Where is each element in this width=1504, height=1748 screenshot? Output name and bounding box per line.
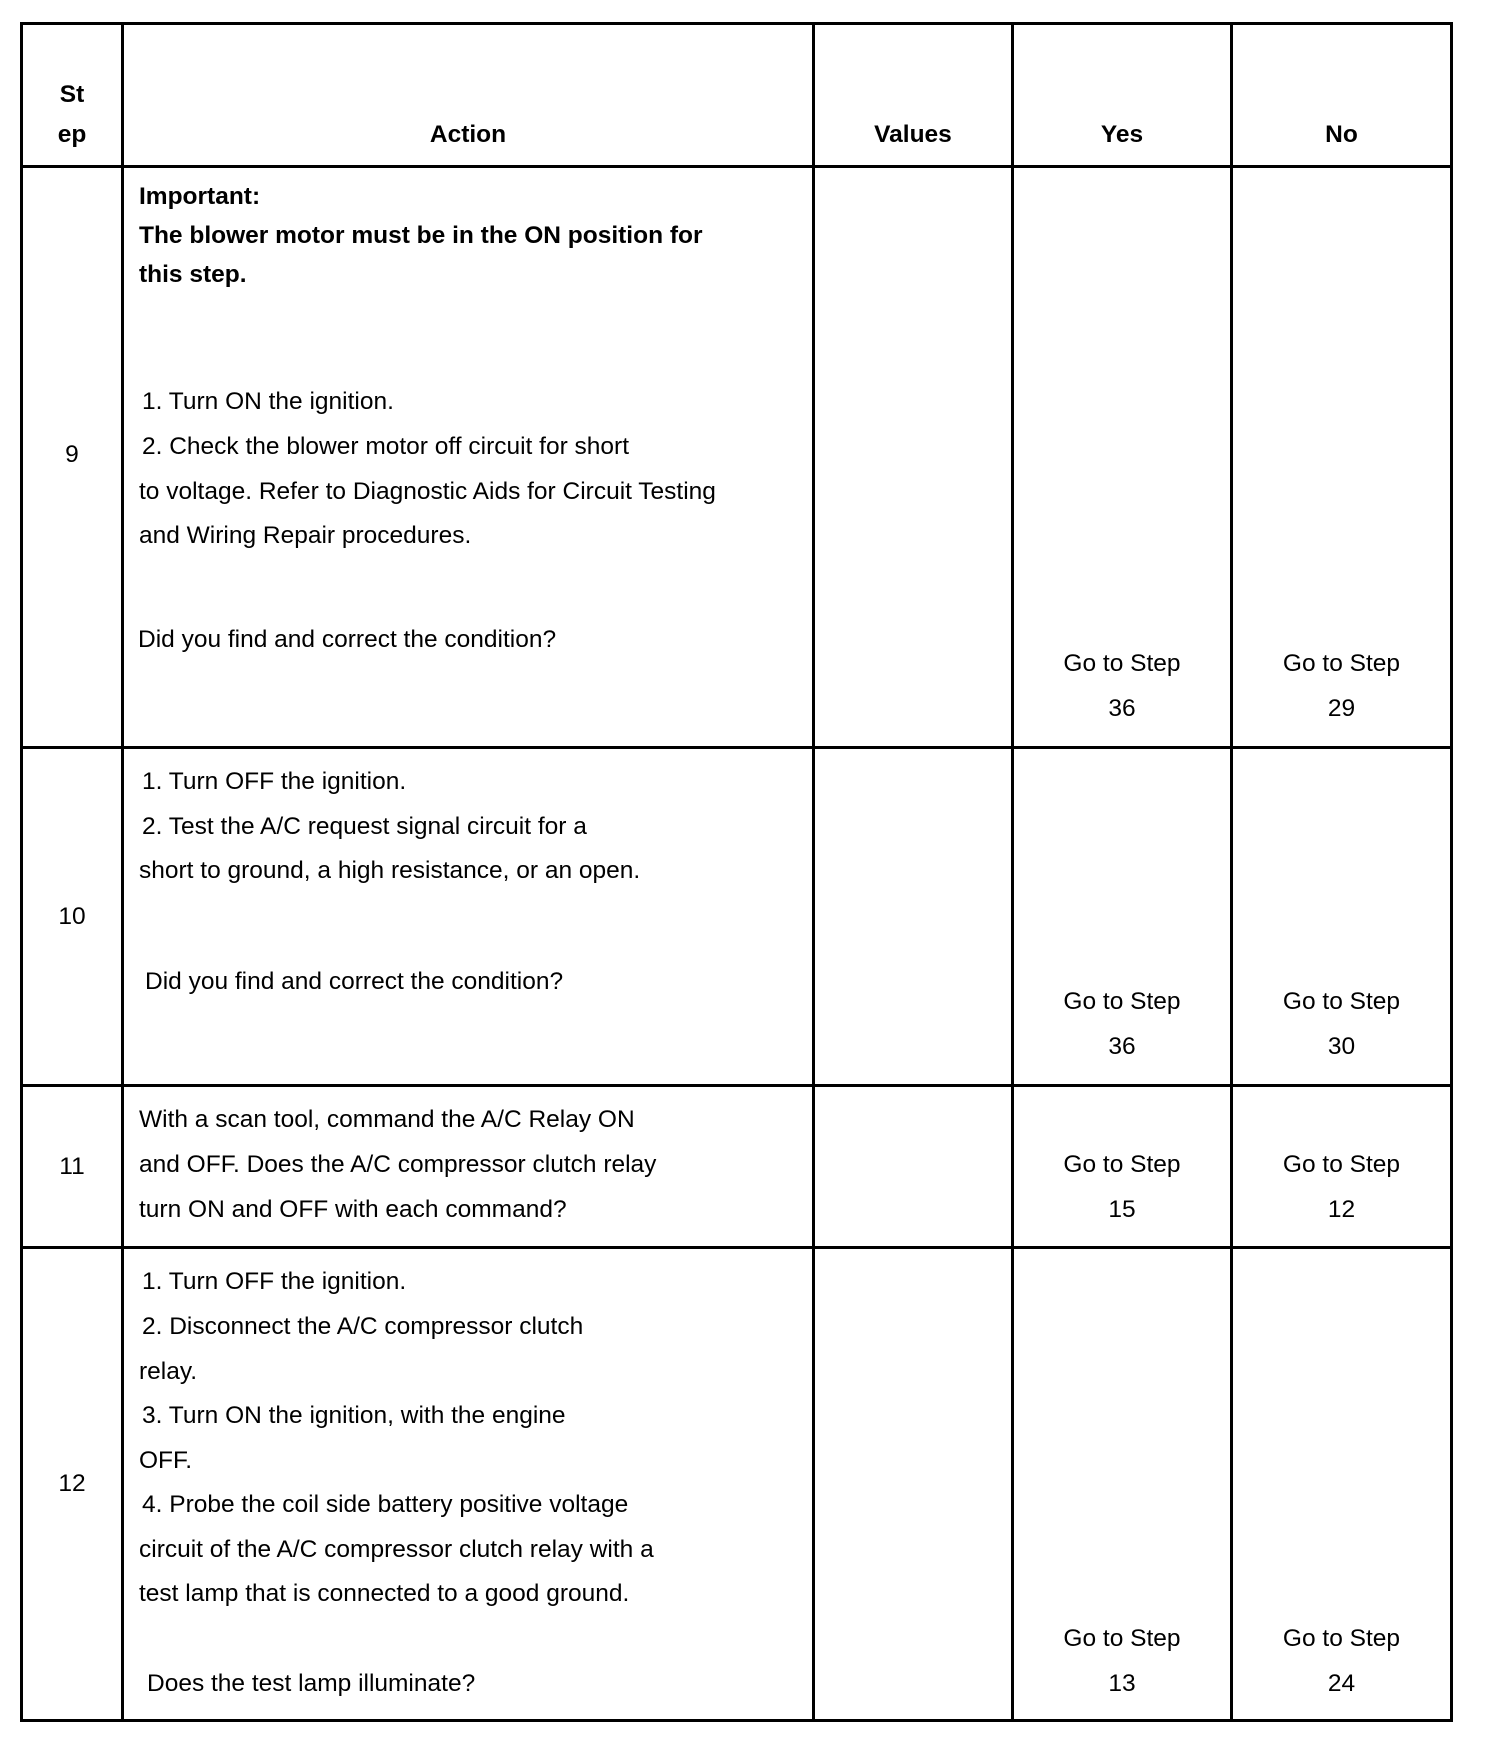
grid-line — [1230, 22, 1233, 1722]
no-label: Go to Step — [1282, 650, 1401, 677]
yes-step: 13 — [1108, 1670, 1136, 1697]
important-text: this step. — [139, 261, 247, 288]
grid-line — [20, 22, 1453, 25]
no-step: 24 — [1327, 1670, 1356, 1697]
important-text: The blower motor must be in the ON position for — [139, 222, 703, 249]
action-line: OFF. — [139, 1447, 193, 1474]
grid-line — [20, 746, 1453, 749]
diagnostic-table — [20, 22, 1453, 1722]
no-label: Go to Step — [1282, 1625, 1401, 1652]
action-question: Did you find and correct the condition? — [138, 626, 557, 653]
step-number: 12 — [58, 1470, 86, 1497]
yes-label: Go to Step — [1063, 988, 1181, 1015]
action-line: 1. Turn ON the ignition. — [142, 388, 394, 415]
no-label: Go to Step — [1282, 988, 1401, 1015]
action-question: Did you find and correct the condition? — [145, 968, 564, 995]
action-line: test lamp that is connected to a good ground. — [139, 1580, 630, 1607]
yes-step: 15 — [1108, 1196, 1136, 1223]
action-line: and OFF. Does the A/C compressor clutch relay — [139, 1151, 657, 1178]
action-line: 2. Check the blower motor off circuit for short — [142, 433, 630, 460]
header-step-line2: ep — [57, 121, 87, 148]
action-line: 2. Disconnect the A/C compressor clutch — [142, 1313, 584, 1340]
action-line: to voltage. Refer to Diagnostic Aids for Circuit Testing — [139, 478, 716, 505]
action-line: turn ON and OFF with each command? — [139, 1196, 567, 1223]
yes-step: 36 — [1108, 695, 1136, 722]
action-question: Does the test lamp illuminate? — [147, 1670, 476, 1697]
no-step: 30 — [1327, 1033, 1356, 1060]
grid-line — [20, 1246, 1453, 1249]
important-title: Important: — [139, 183, 261, 210]
header-values: Values — [874, 121, 952, 148]
action-line: relay. — [139, 1358, 198, 1385]
action-line: 1. Turn OFF the ignition. — [142, 768, 407, 795]
action-line: 1. Turn OFF the ignition. — [142, 1268, 407, 1295]
action-line: circuit of the A/C compressor clutch relay with a — [139, 1536, 654, 1563]
grid-line — [20, 165, 1453, 168]
no-label: Go to Step — [1282, 1151, 1401, 1178]
action-line: 3. Turn ON the ignition, with the engine — [142, 1402, 566, 1429]
action-line: With a scan tool, command the A/C Relay ON — [139, 1106, 635, 1133]
action-line: 2. Test the A/C request signal circuit for a — [142, 813, 587, 840]
grid-line — [812, 22, 815, 1722]
grid-line — [1011, 22, 1014, 1722]
grid-line — [121, 22, 124, 1722]
header-yes: Yes — [1100, 121, 1144, 148]
grid-line — [1450, 22, 1453, 1722]
header-no: No — [1325, 121, 1358, 148]
grid-line — [20, 1719, 1453, 1722]
step-number: 11 — [59, 1153, 85, 1180]
step-number: 9 — [65, 441, 79, 468]
grid-line — [20, 22, 23, 1722]
no-step: 29 — [1327, 695, 1356, 722]
yes-label: Go to Step — [1063, 1625, 1181, 1652]
yes-step: 36 — [1108, 1033, 1136, 1060]
header-step-line1: St — [59, 81, 85, 108]
step-number: 10 — [58, 903, 86, 930]
no-step: 12 — [1327, 1196, 1356, 1223]
grid-line — [20, 1084, 1453, 1087]
action-line: short to ground, a high resistance, or an open. — [139, 857, 641, 884]
yes-label: Go to Step — [1063, 650, 1181, 677]
action-line: 4. Probe the coil side battery positive voltage — [142, 1491, 629, 1518]
header-action: Action — [429, 121, 507, 148]
action-line: and Wiring Repair procedures. — [139, 522, 472, 549]
yes-label: Go to Step — [1063, 1151, 1181, 1178]
